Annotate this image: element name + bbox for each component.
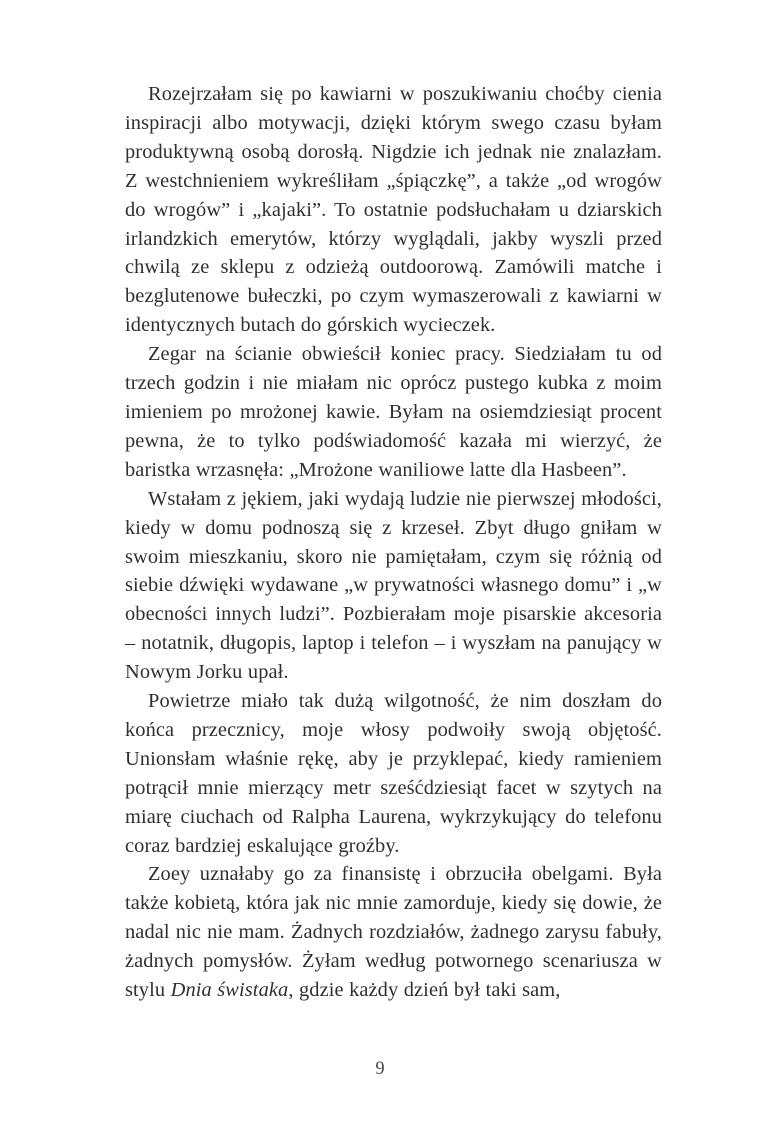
paragraph-1: Rozejrzałam się po kawiarni w poszukiwaniu choćby cienia inspiracji albo motywacji, dzięki którym swego czasu byłam produktywną osobą dorosłą. Nigdzie ich jednak nie znalazłam. Z westchnieniem wykreśliłam „śpiączkę”, a także „od wrogów do wrogów” i „kajaki”. To ostatnie podsłuchałam u dziarskich irlandzkich emerytów, którzy wyglądali, jakby wyszli przed chwilą ze sklepu z odzieżą outdoorową. Zamówili matche i bezglutenowe bułeczki, po czym wymaszerowali z kawiarni w identycznych butach do górskich wycieczek.: [125, 83, 662, 337]
paragraph-4: Powietrze miało tak dużą wilgotność, że nim doszłam do końca przecznicy, moje włosy podwoiły swoją objętość. Unionsłam właśnie rękę, aby je przyklepać, kiedy ramieniem potrącił mnie mierzący metr sześćdziesiąt facet w szytych na miarę ciuchach od Ralpha Laurena, wykrzykujący do telefonu coraz bardziej eskalujące groźby.: [125, 690, 662, 857]
work-title-dnia-swistaka: Dnia świstaka: [170, 979, 289, 1002]
paragraph-3: Wstałam z jękiem, jaki wydają ludzie nie pierwszej młodości, kiedy w domu podnoszą się z krzeseł. Zbyt długo gniłam w swoim mieszkaniu, skoro nie pamiętałam, czym się różnią od siebie dźwięki wydawane „w prywatności własnego domu” i „w obecności innych ludzi”. Pozbierałam moje pisarskie akcesoria – notatnik, długopis, laptop i telefon – i wyszłam na panujący w Nowym Jorku upał.: [125, 487, 662, 684]
paragraph-5-text-before-title: Zoey uznałaby go za finansistę i obrzuciła obelgami. Była także kobietą, która jak nic mnie zamorduje, kiedy się dowie, że nadal nic nie mam. Żadnych rozdziałów, żadnego zarysu fabuły, żadnych pomysłów. Żyłam według potwornego scenariusza w stylu: [125, 863, 662, 1002]
page-text-block: [125, 80, 662, 1005]
paragraph-5-text-after-title: , gdzie każdy dzień był taki sam,: [288, 979, 561, 1002]
page-number: 9: [375, 1059, 385, 1079]
paragraph-2: Zegar na ścianie obwieścił koniec pracy. Siedziałam tu od trzech godzin i nie miałam nic oprócz pustego kubka z moim imieniem po mrożonej kawie. Byłam na osiemdziesiąt procent pewna, że to tylko podświadomość kazała mi wierzyć, że baristka wrzasnęła: „Mrożone waniliowe latte dla Hasbeen”.: [125, 343, 662, 481]
paragraph-5: [125, 860, 662, 1005]
